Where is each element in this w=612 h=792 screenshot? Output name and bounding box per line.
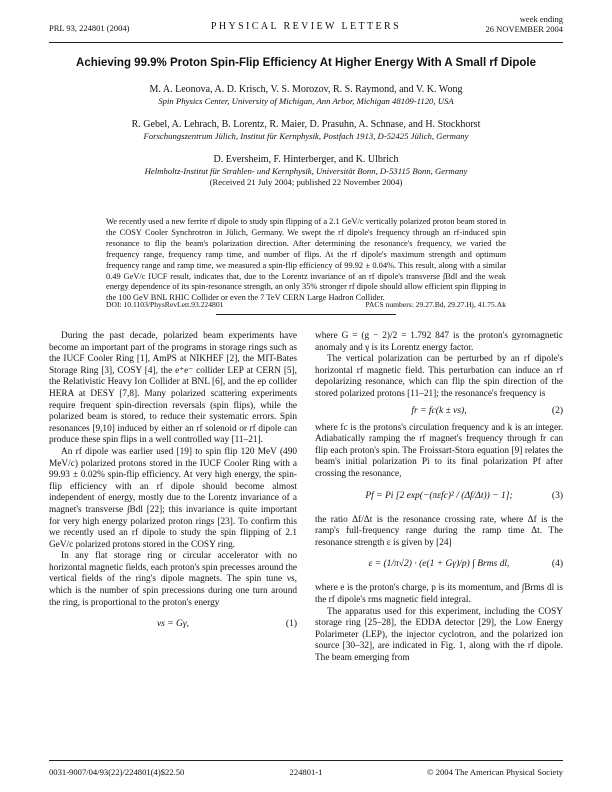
left-column	[49, 331, 297, 643]
paragraph: An rf dipole was earlier used [19] to spin flip 120 MeV (490 MeV/c) polarized protons stored in the IUCF Cooler Ring with a 99.93 ± 0.02% spin-flip efficiency. At very high energy, the spin-flip efficiency with an rf dipole should become almost independent of energy, mostly due to the Lorentz invariance of a magnet's transverse ∫Bdl [22]; this invariance is quite important for very high energy polarized proton rings [23]. To confirm this we recently used an rf dipole to study the spin flipping of 2.1 GeV/c polarized protons stored in the COSY ring.	[49, 446, 297, 550]
paragraph: The vertical polarization can be perturbed by an rf dipole's horizontal rf magnetic field. This perturbation can induce an rf depolarizing resonance, which can flip the spin direction of the stored polarized protons [11–21]; the resonance's frequency is	[315, 354, 563, 399]
equation-2-number: (2)	[551, 405, 563, 416]
author-block	[40, 84, 572, 107]
header-week	[486, 14, 563, 34]
author-block-3	[40, 154, 572, 188]
header-rule	[49, 42, 563, 43]
authors-group-2: R. Gebel, A. Lehrach, B. Lorentz, R. Maier, D. Prasuhn, A. Schnase, and H. Stockhorst	[131, 119, 481, 130]
doi-link[interactable]: DOI: 10.1103/PhysRevLett.93.224801	[106, 300, 224, 309]
right-column	[315, 331, 563, 664]
equation-4-number: (4)	[551, 559, 563, 570]
authors-group-3: D. Eversheim, F. Hinterberger, and K. Ulbrich	[213, 154, 399, 165]
authors-group-1: M. A. Leonova, A. D. Krisch, V. S. Morozov, R. S. Raymond, and V. K. Wong	[149, 84, 463, 95]
received-date: (Received 21 July 2004; published 22 November 2004)	[209, 177, 403, 187]
equation-4	[315, 549, 563, 583]
equation-1	[49, 609, 297, 643]
footer-code: 0031-9007/04/93(22)/224801(4)$22.50	[49, 767, 185, 777]
affiliation-2: Forschungszentrum Jülich, Institut für Kernphysik, Postfach 1913, D-52425 Jülich, Germany	[143, 131, 469, 141]
footer-page-number: 224801-1	[289, 767, 323, 777]
equation-4-body: ε = (1/π√2) · (e(1 + Gγ)/p) ∫ Brms dl,	[368, 559, 510, 570]
affiliation-3: Helmholtz-Institut für Strahlen- und Kernphysik, Universität Bonn, D-53115 Bonn, Germany	[144, 166, 468, 176]
equation-3	[315, 481, 563, 515]
header-citation: PRL 93, 224801 (2004)	[49, 23, 130, 33]
paragraph: the ratio Δf/Δt is the resonance crossing rate, where Δf is the ramp's full-frequency range during the ramp time Δt. The resonance strength ε is given by [24]	[315, 514, 563, 548]
running-header	[49, 14, 563, 40]
paragraph: where G = (g − 2)/2 = 1.792 847 is the proton's gyromagnetic anomaly and γ is its Lorentz energy factor.	[315, 331, 563, 353]
paragraph: where fc is the protons's circulation frequency and k is an integer. Adiabatically ramping the rf magnet's frequency through fr can flip each proton's spin. The Froissart-Stora equation [9] relates the beam's initial polarization Pi to its final polarization Pf after crossing the resonance,	[315, 422, 563, 479]
equation-1-number: (1)	[285, 619, 297, 630]
abstract: We recently used a new ferrite rf dipole to study spin flipping of a 2.1 GeV/c vertically polarized proton beam stored in the COSY Cooler Synchrotron in Jülich, Germany. We swept the rf dipole's frequency through an rf-induced spin resonance to flip the beam's polarization direction. After determining the resonance's frequency, we varied the frequency range, frequency ramp time, and number of flips. At the rf dipole's maximum strength and optimum frequency range and ramp time, we measured a spin-flip efficiency of 99.92 ± 0.04%. This result, along with a similar 0.49 GeV/c IUCF result, indicates that, due to the Lorentz invariance of an rf dipole's transverse ∫Bdl and the weak energy dependence of its spin-resonance strength, an only 35% stronger rf dipole should allow efficient spin flipping in the 100 GeV BNL RHIC Collider or even the 7 TeV CERN Large Hadron Collider.	[106, 217, 506, 303]
author-block-2	[40, 119, 572, 142]
header-week-label: week ending	[519, 14, 563, 24]
affiliation-1: Spin Physics Center, University of Michigan, Ann Arbor, Michigan 48109-1120, USA	[158, 96, 454, 106]
equation-2-body: fr = fc(k ± νs),	[411, 405, 467, 416]
equation-3-number: (3)	[551, 490, 563, 501]
pacs-numbers: PACS numbers: 29.27.Bd, 29.27.Hj, 41.75.Ak	[365, 300, 506, 309]
header-week-date: 26 NOVEMBER 2004	[485, 24, 563, 34]
paragraph: where e is the proton's charge, p is its momentum, and ∫Brms dl is the rf dipole's rms magnetic field integral.	[315, 583, 563, 605]
abstract-rule	[216, 314, 396, 315]
paragraph: The apparatus used for this experiment, including the COSY storage ring [25–28], the EDDA detector [29], the Low Energy Polarimeter (LEP), the injector cyclotron, and the polarized ion source [30–32], are indicated in Fig. 1, along with the rf dipole. The beam emerging from	[315, 606, 563, 663]
equation-3-body: Pf = Pi [2 exp(−(πεfc)² / (Δf/Δt)) − 1];	[365, 490, 513, 501]
paragraph: In any flat storage ring or circular accelerator with no horizontal magnetic fields, each proton's spin precesses around the vertical fields of the ring's dipole magnets. The spin tune νs, which is the number of spin precessions during one turn around the ring, is proportional to the proton's energy	[49, 551, 297, 608]
footer-rule	[49, 760, 563, 761]
paper-title: Achieving 99.9% Proton Spin-Flip Efficiency At Higher Energy With A Small rf Dipole	[76, 57, 536, 69]
equation-1-body: νs = Gγ,	[156, 619, 190, 630]
equation-2	[315, 401, 563, 423]
paragraph: During the past decade, polarized beam experiments have become an important part of the programs in storage rings such as the IUCF Cooler Ring [1], AmPS at NIKHEF [2], the MIT-Bates Storage Ring [3], COSY [4], the e⁺e⁻ collider LEP at CERN [5], the Relativistic Heavy Ion Collider at BNL [6], and the ep collider HERA at DESY [7,8]. Many polarized scattering experiments require frequent spin-direction reversals (spin flips), while the polarized beam is stored, to reduce their systematic errors. Spin resonances [9,10] induced by either an rf solenoid or rf dipole can produce these spin flips in a well controlled way [11–21].	[49, 331, 297, 446]
footer-copyright: © 2004 The American Physical Society	[427, 767, 563, 777]
header-journal: PHYSICAL REVIEW LETTERS	[210, 21, 402, 32]
